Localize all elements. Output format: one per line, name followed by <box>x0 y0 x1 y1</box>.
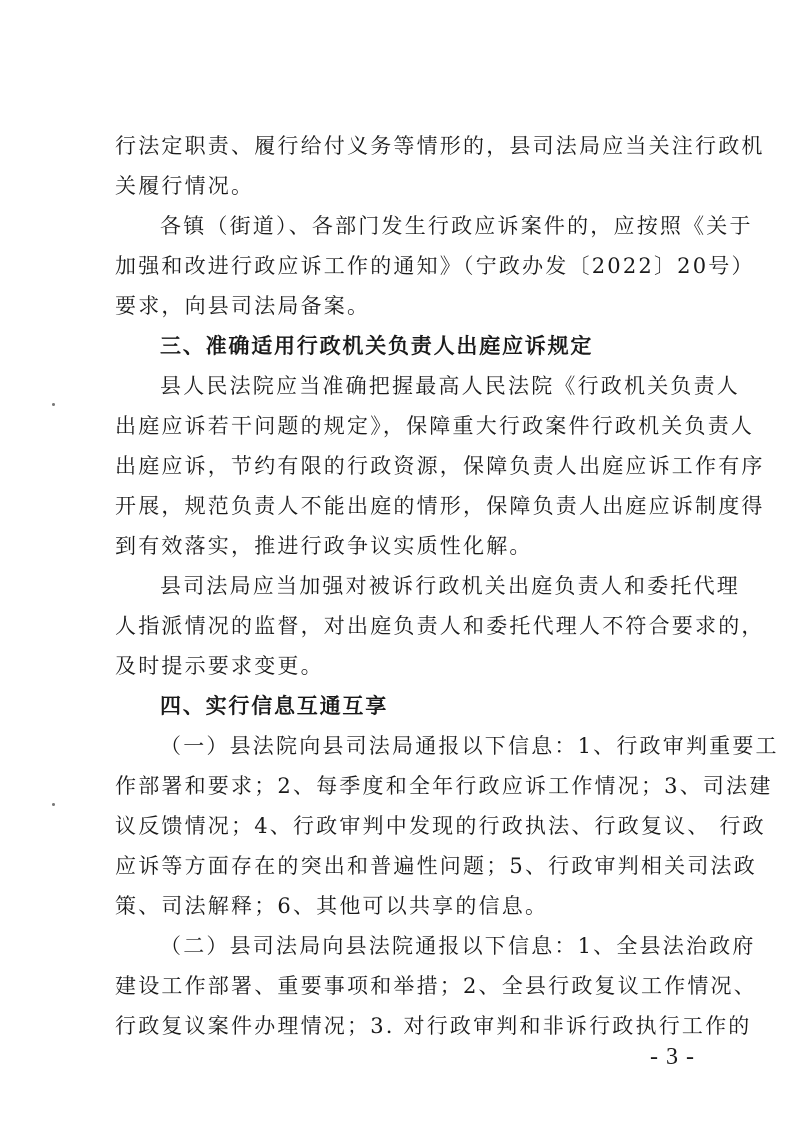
body-text-line: 及时提示要求变更。 <box>115 654 324 678</box>
body-text-line: （二）县司法局向县法院通报以下信息：1、全县法治政府 <box>160 934 756 958</box>
body-text-line: 关履行情况。 <box>115 174 255 198</box>
section-heading-3: 三、准确适用行政机关负责人出庭应诉规定 <box>160 334 594 358</box>
body-text-line: 议反馈情况；4、行政审判中发现的行政执法、行政复议、 行政 <box>115 814 766 838</box>
body-text-line: 策、司法解释；6、其他可以共享的信息。 <box>115 894 549 918</box>
body-text-line: 各镇（街道）、各部门发生行政应诉案件的，应按照《关于 <box>160 214 753 238</box>
body-text-line: 行法定职责、履行给付义务等情形的，县司法局应当关注行政机 <box>115 134 765 158</box>
body-text-line: 到有效落实，推进行政争议实质性化解。 <box>115 534 533 558</box>
body-text-line: 加强和改进行政应诉工作的通知》（宁政办发〔2022〕20号） <box>115 254 755 278</box>
body-text-line: 人指派情况的监督，对出庭负责人和委托代理人不符合要求的， <box>115 614 765 638</box>
body-text-line: 出庭应诉若干问题的规定》，保障重大行政案件行政机关负责人 <box>115 414 755 438</box>
body-text-line: 县司法局应当加强对被诉行政机关出庭负责人和委托代理 <box>160 574 740 598</box>
body-text-line: 作部署和要求；2、每季度和全年行政应诉工作情况；3、司法建 <box>115 774 773 798</box>
scan-speck <box>52 403 55 406</box>
body-text-line: 行政复议案件办理情况；3. 对行政审判和非诉行政执行工作的 <box>115 1014 752 1038</box>
body-text-line: 开展，规范负责人不能出庭的情形，保障负责人出庭应诉制度得 <box>115 494 765 518</box>
body-text-line: 应诉等方面存在的突出和普遍性问题；5、行政审判相关司法政 <box>115 854 757 878</box>
section-heading-4: 四、实行信息互通互享 <box>160 694 388 718</box>
body-text-line: 建设工作部署、重要事项和举措；2、全县行政复议工作情况、 <box>115 974 757 998</box>
scan-speck <box>52 803 55 806</box>
body-text-line: 县人民法院应当准确把握最高人民法院《行政机关负责人 <box>160 374 740 398</box>
page-number: - 3 - <box>650 1044 695 1070</box>
body-text-line: 出庭应诉，节约有限的行政资源，保障负责人出庭应诉工作有序 <box>115 454 765 478</box>
body-text-line: 要求，向县司法局备案。 <box>115 294 371 318</box>
body-text-line: （一）县法院向县司法局通报以下信息：1、行政审判重要工 <box>160 734 779 758</box>
